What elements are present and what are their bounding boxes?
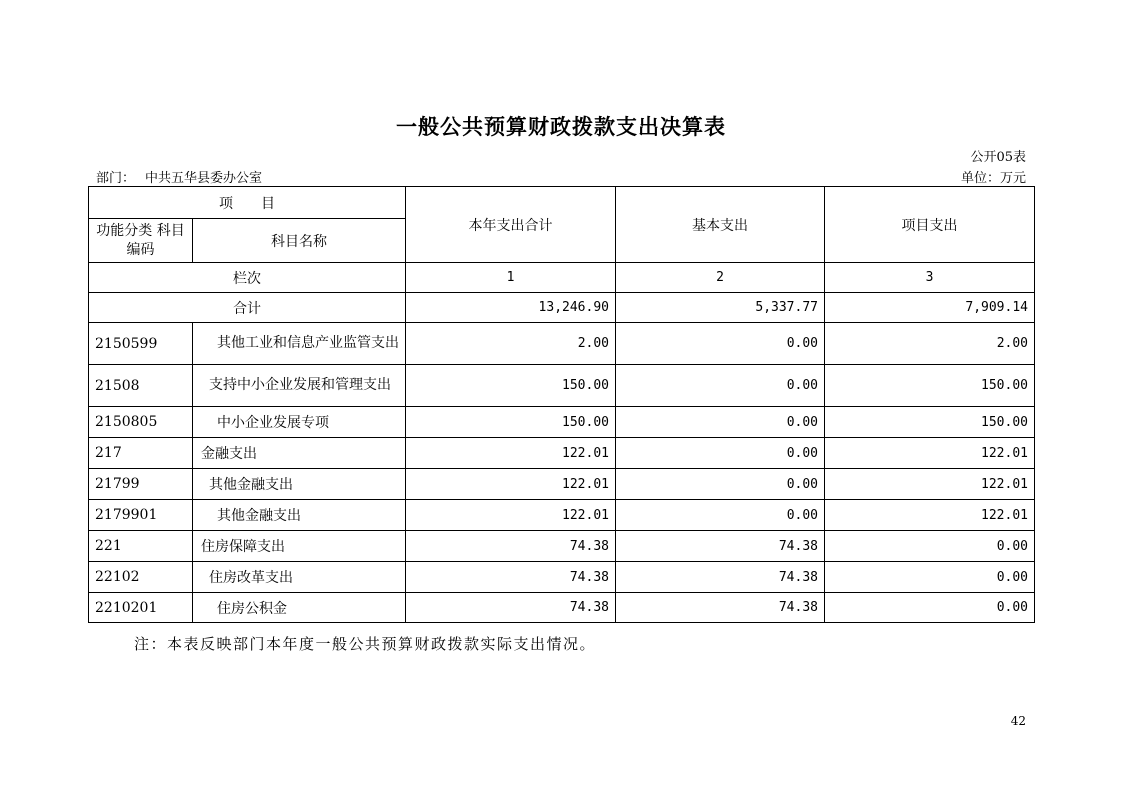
header-total: 本年支出合计 [406,187,616,263]
project-cell: 7,909.14 [825,293,1035,323]
basic-cell: 74.38 [616,531,825,562]
col-num: 1 [406,263,616,293]
table-row [89,323,1035,365]
table-row [89,438,1035,469]
basic-cell: 74.38 [616,593,825,623]
code-cell: 21508 [89,365,193,407]
code-cell: 221 [89,531,193,562]
col-num: 2 [616,263,825,293]
total-cell: 74.38 [406,593,616,623]
name-cell: 支持中小企业发展和管理支出 [193,365,406,407]
name-cell: 金融支出 [193,438,406,469]
basic-cell: 5,337.77 [616,293,825,323]
code-cell: 2150599 [89,323,193,365]
total-cell: 122.01 [406,469,616,500]
project-cell: 122.01 [825,469,1035,500]
page-number: 42 [1010,714,1026,728]
name-cell: 其他金融支出 [193,469,406,500]
name-cell: 住房公积金 [193,593,406,623]
expenditure-table [88,186,1035,623]
table-row [89,500,1035,531]
form-number: 公开05表 [970,150,1026,165]
basic-cell: 0.00 [616,323,825,365]
name-cell: 住房改革支出 [193,562,406,593]
total-cell: 74.38 [406,562,616,593]
header-code: 功能分类 科目编码 [89,219,193,263]
table-row [89,407,1035,438]
total-cell: 150.00 [406,407,616,438]
code-cell: 217 [89,438,193,469]
total-cell: 122.01 [406,438,616,469]
header-project: 项目支出 [825,187,1035,263]
table-row [89,531,1035,562]
table-row [89,562,1035,593]
department-label: 部门： [96,171,136,186]
total-cell: 13,246.90 [406,293,616,323]
unit-label: 单位：万元 [960,171,1026,186]
code-cell: 2210201 [89,593,193,623]
project-cell: 2.00 [825,323,1035,365]
total-cell: 2.00 [406,323,616,365]
total-row [89,293,1035,323]
code-cell: 21799 [89,469,193,500]
project-cell: 0.00 [825,593,1035,623]
basic-cell: 0.00 [616,469,825,500]
basic-cell: 0.00 [616,407,825,438]
code-cell: 22102 [89,562,193,593]
department-name: 中共五华县委办公室 [145,171,263,186]
name-cell: 其他金融支出 [193,500,406,531]
project-cell: 122.01 [825,500,1035,531]
footnote: 注：本表反映部门本年度一般公共预算财政拨款实际支出情况。 [134,635,597,653]
basic-cell: 0.00 [616,500,825,531]
col-label: 栏次 [89,263,406,293]
table-row [89,365,1035,407]
project-cell: 0.00 [825,562,1035,593]
page-title: 一般公共预算财政拨款支出决算表 [396,114,726,139]
header-basic: 基本支出 [616,187,825,263]
basic-cell: 0.00 [616,438,825,469]
department [96,167,262,186]
code-cell: 2179901 [89,500,193,531]
table-row [89,593,1035,623]
total-cell: 74.38 [406,531,616,562]
col-num: 3 [825,263,1035,293]
table-row [89,469,1035,500]
header-name: 科目名称 [193,219,406,263]
name-cell: 住房保障支出 [193,531,406,562]
header-item: 项 目 [89,187,406,219]
total-label: 合计 [89,293,406,323]
basic-cell: 74.38 [616,562,825,593]
name-cell: 中小企业发展专项 [193,407,406,438]
project-cell: 150.00 [825,407,1035,438]
project-cell: 150.00 [825,365,1035,407]
total-cell: 122.01 [406,500,616,531]
total-cell: 150.00 [406,365,616,407]
name-cell: 其他工业和信息产业监管支出 [193,323,406,365]
basic-cell: 0.00 [616,365,825,407]
project-cell: 122.01 [825,438,1035,469]
code-cell: 2150805 [89,407,193,438]
project-cell: 0.00 [825,531,1035,562]
